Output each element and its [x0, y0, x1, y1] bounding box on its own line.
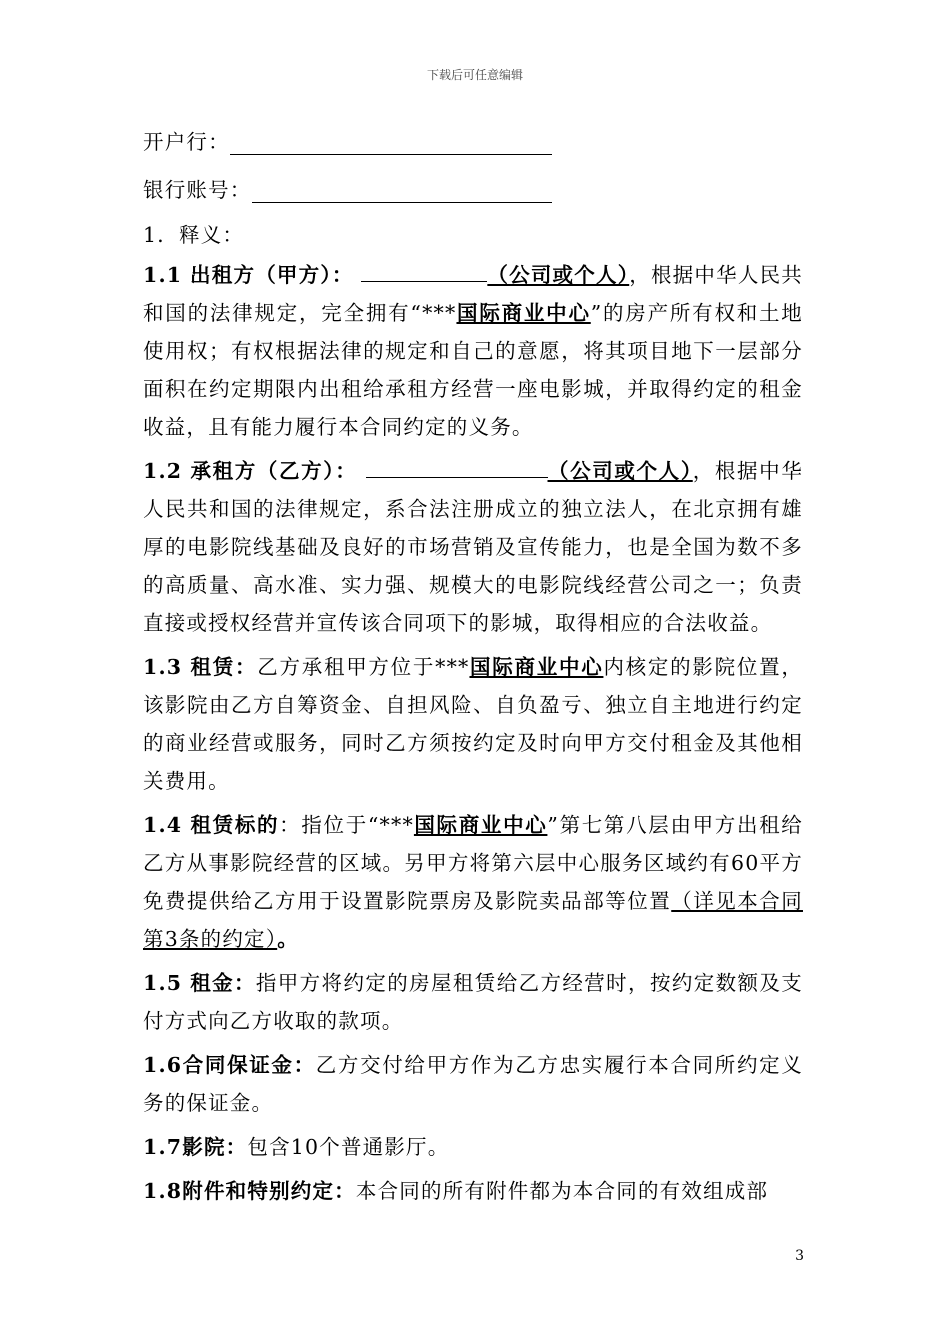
- clause-1-4: [143, 806, 803, 958]
- clause-text: 内核定的影院位置，该影院由乙方自筹资金、自担风险、自负盈亏、独立自主地进行约定的商业经营或服务，同时乙方须按约定及时向甲方交付租金及其他相关费用。: [143, 655, 804, 793]
- clause-number: 1.1: [143, 263, 183, 287]
- clause-term: 合同保证金：: [182, 1053, 316, 1077]
- clause-1-5: [143, 964, 803, 1040]
- clause-term: 租赁：: [190, 655, 258, 679]
- bank-label: 开户行：: [143, 130, 230, 154]
- blank-note: （公司或个人）: [547, 459, 693, 483]
- clause-number: 1.8: [143, 1179, 183, 1203]
- clause-term: 附件和特别约定：: [182, 1179, 356, 1203]
- clause-text: 包含10个普通影厅。: [247, 1135, 450, 1159]
- clause-number: 1.6: [143, 1053, 183, 1077]
- clause-1-3: [143, 648, 803, 800]
- clause-1-1: [143, 256, 803, 446]
- clause-text: ：指位于“***: [279, 813, 414, 837]
- underlined-reference: （详见本合同第3条的约定）: [143, 889, 803, 951]
- center-name: 国际商业中心: [456, 301, 591, 325]
- clause-term: 租金：: [190, 971, 256, 995]
- clause-1-6: [143, 1046, 803, 1122]
- blank-note: （公司或个人）: [487, 263, 630, 287]
- clause-1-7: [143, 1128, 803, 1166]
- account-field: [143, 166, 803, 214]
- clause-number: 1.5: [143, 971, 183, 995]
- clause-text: 乙方交付给甲方作为乙方忠实履行本合同所约定义务的保证金。: [143, 1053, 803, 1115]
- center-name: 国际商业中心: [469, 655, 604, 679]
- clause-number: 1.4: [143, 813, 183, 837]
- clause-1-8: [143, 1172, 803, 1210]
- document-body: [143, 118, 803, 1216]
- page-header: 下载后可任意编辑: [426, 68, 523, 82]
- clause-end: 。: [277, 927, 299, 951]
- clause-text: ，根据中华人民共和国的法律规定，系合法注册成立的独立法人，在北京拥有雄厚的电影院线基础及良好的市场营销及宣传能力，也是全国为数不多的高质量、高水准、实力强、规模大的电影院线经营公司之一；负责直接或授权经营并宣传该合同项下的影城，取得相应的合法收益。: [143, 459, 804, 635]
- clause-number: 1.7: [143, 1135, 183, 1159]
- account-blank[interactable]: [252, 178, 552, 203]
- clause-term: 出租方（甲方）：: [190, 263, 354, 287]
- lessor-blank[interactable]: [361, 259, 487, 282]
- definitions-heading: 1．释义：: [143, 223, 245, 247]
- clause-term: 租赁标的: [190, 813, 280, 837]
- clause-number: 1.2: [143, 459, 183, 483]
- bank-blank[interactable]: [230, 130, 552, 155]
- clause-text: ”第七第八层由甲方出租给乙方从事影院经营的区域。另甲方将第六层中心服务区域约有60平方免费提供给乙方用于设置影院票房及影院卖品部等位置: [143, 813, 804, 913]
- clause-term: 影院：: [182, 1135, 248, 1159]
- center-name: 国际商业中心: [413, 813, 548, 837]
- clause-text: 乙方承租甲方位于***: [257, 655, 470, 679]
- account-label: 银行账号：: [143, 178, 252, 202]
- clause-text: ，根据中华人民共和国的法律规定，完全拥有“***: [143, 263, 804, 325]
- bank-field: [143, 118, 803, 166]
- lessee-blank[interactable]: [366, 455, 548, 478]
- page-number: 3: [795, 1248, 804, 1264]
- clause-1-2: [143, 452, 803, 642]
- clause-number: 1.3: [143, 655, 183, 679]
- clause-text: ”的房产所有权和土地使用权；有权根据法律的规定和自己的意愿，将其项目地下一层部分面积在约定期限内出租给承租方经营一座电影城，并取得约定的租金收益，且有能力履行本合同约定的义务。: [143, 301, 803, 439]
- clause-term: 承租方（乙方）：: [190, 459, 358, 483]
- clause-text: 指甲方将约定的房屋租赁给乙方经营时，按约定数额及支付方式向乙方收取的款项。: [143, 971, 804, 1033]
- clause-text: 本合同的所有附件都为本合同的有效组成部: [355, 1179, 769, 1203]
